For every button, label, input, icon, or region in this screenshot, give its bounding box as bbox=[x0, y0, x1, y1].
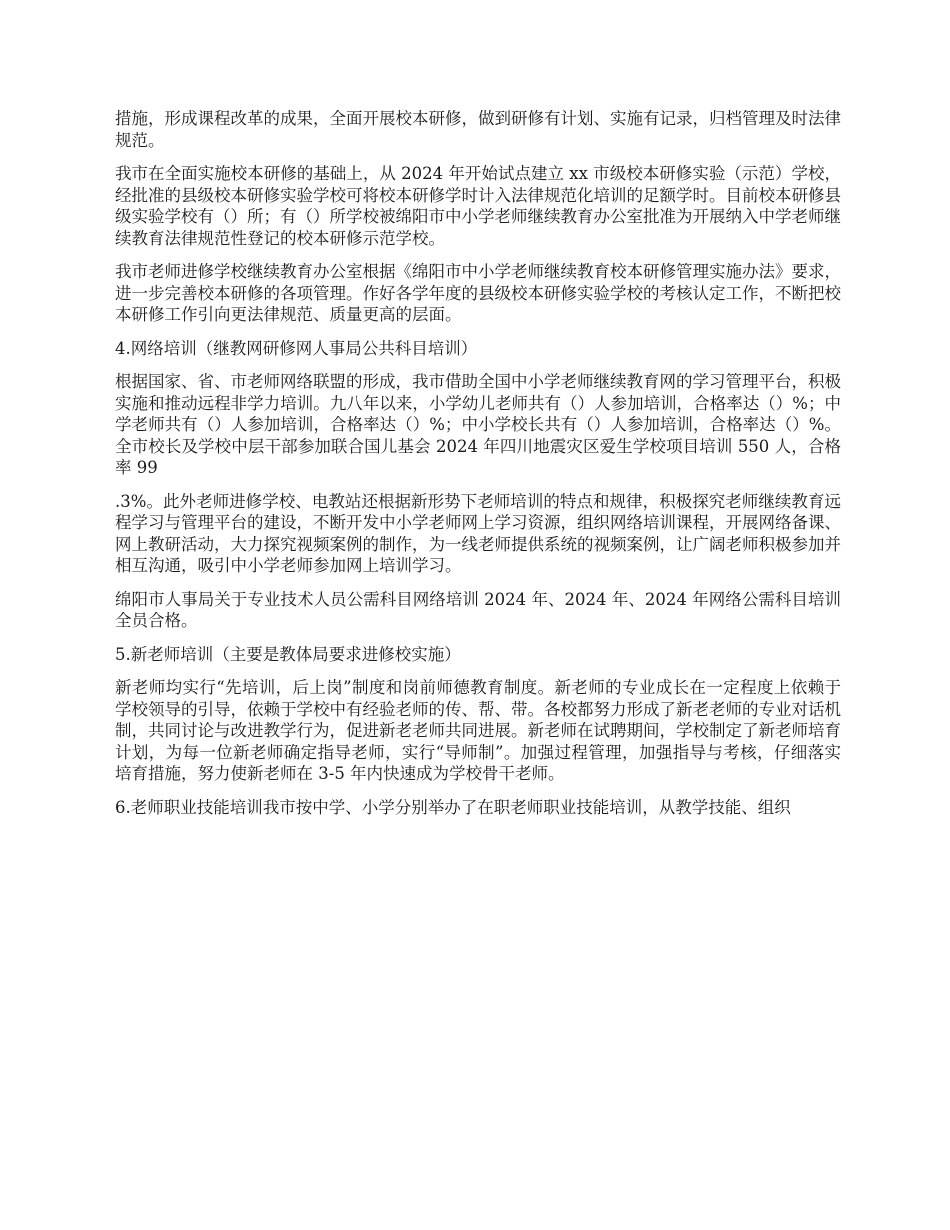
section-heading-4: 4.网络培训（继教网研修网人事局公共科目培训） bbox=[115, 338, 478, 358]
paragraph-4: 根据国家、省、市老师网络联盟的形成，我市借助全国中小学老师继续教育网的学习管理平台，积极实施和推动远程非学力培训。九八年以来，小学幼儿老师共有（）人参加培训，合格率达（）%；中学老师共有（）人参加培训，合格率达（）%；中小学校长共有（）人参加培训，合格率达（）%。全市校长及学校中层干部参加联合国儿基会 2024 年四川地震灾区爱生学校项目培训 550 人，合格率 99 bbox=[115, 372, 841, 477]
section-heading-5: 5.新老师培训（主要是教体局要求进修校实施） bbox=[115, 644, 461, 664]
document-page bbox=[115, 108, 841, 830]
paragraph-3: 我市老师进修学校继续教育办公室根据《绵阳市中小学老师继续教育校本研修管理实施办法》要求，进一步完善校本研修的各项管理。作好各学年度的县级校本研修实验学校的考核认定工作，不断把校本研修工作引向更法律规范、质量更高的层面。 bbox=[115, 262, 841, 324]
paragraph-7: 新老师均实行“先培训，后上岗”制度和岗前师德教育制度。新老师的专业成长在一定程度上依赖于学校领导的引导，依赖于学校中有经验老师的传、帮、带。各校都努力形成了新老老师的专业对话机制，共同讨论与改进教学行为，促进新老老师共同进展。新老师在试聘期间，学校制定了新老师培育计划，为每一位新老师确定指导老师，实行“导师制”。加强过程管理，加强指导与考核，仔细落实培育措施，努力使新老师在 3-5 年内快速成为学校骨干老师。 bbox=[115, 678, 841, 783]
paragraph-6: 绵阳市人事局关于专业技术人员公需科目网络培训 2024 年、2024 年、2024 年网络公需科目培训全员合格。 bbox=[115, 589, 841, 630]
section-heading-6: 6.老师职业技能培训我市按中学、小学分别举办了在职老师职业技能培训，从教学技能、组织 bbox=[115, 797, 791, 817]
paragraph-1: 措施，形成课程改革的成果，全面开展校本研修，做到研修有计划、实施有记录，归档管理及时法律规范。 bbox=[115, 109, 841, 150]
paragraph-5: .3%。此外老师进修学校、电教站还根据新形势下老师培训的特点和规律，积极探究老师继续教育远程学习与管理平台的建设，不断开发中小学老师网上学习资源，组织网络培训课程，开展网络备课、网上教研活动，大力探究视频案例的制作，为一线老师提供系统的视频案例，让广阔老师积极参加并相互沟通，吸引中小学老师参加网上培训学习。 bbox=[115, 491, 841, 575]
paragraph-2: 我市在全面实施校本研修的基础上，从 2024 年开始试点建立 xx 市级校本研修实验（示范）学校，经批准的县级校本研修实验学校可将校本研修学时计入法律规范化培训的足额学时。目前校本研修县级实验学校有（）所；有（）所学校被绵阳市中小学老师继续教育办公室批准为开展纳入中学老师继续教育法律规范性登记的校本研修示范学校。 bbox=[115, 164, 841, 248]
